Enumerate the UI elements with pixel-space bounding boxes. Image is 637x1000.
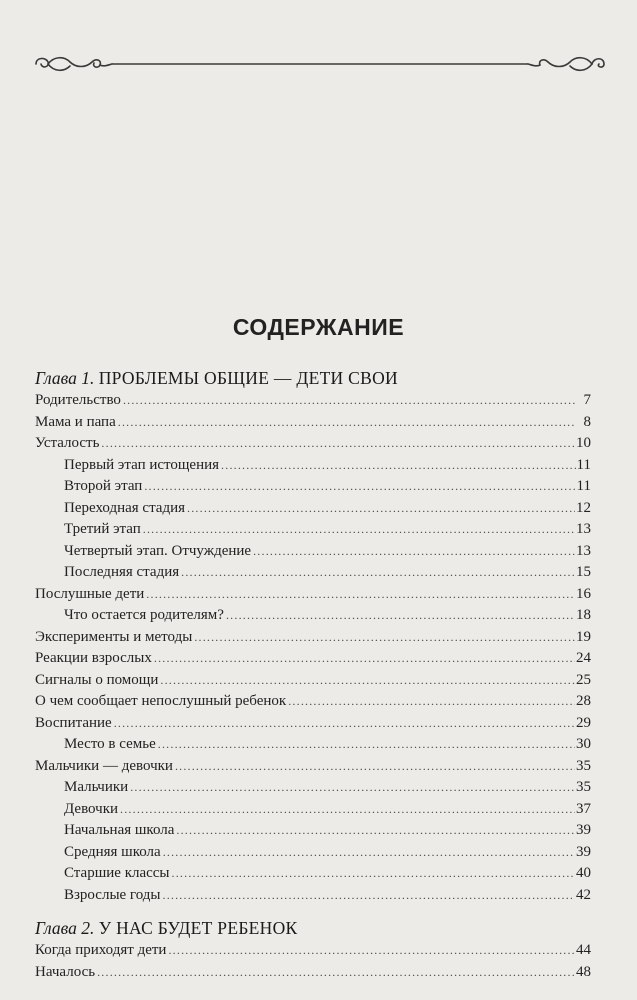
- toc-leader-dots: [146, 584, 575, 606]
- toc-entry-label: Первый этап истощения: [64, 456, 220, 473]
- toc-page-number: 12: [576, 499, 591, 516]
- toc-entry-label: Воспитание: [35, 714, 112, 731]
- toc-page-number: 13: [576, 521, 591, 537]
- toc-entry-label: Девочки: [64, 800, 119, 817]
- toc-entry[interactable]: [35, 756, 591, 778]
- toc-entry-label: Третий этап: [64, 521, 141, 537]
- toc-page-number: 30: [576, 736, 591, 752]
- toc-leader-dots: [163, 885, 576, 907]
- toc-leader-dots: [160, 670, 575, 692]
- toc-entry[interactable]: [35, 498, 591, 520]
- toc-entry-label: Эксперименты и методы: [35, 628, 193, 645]
- toc-page-number: 25: [576, 671, 591, 688]
- toc-entry[interactable]: [35, 885, 591, 907]
- toc-entry-label: Взрослые годы: [64, 886, 161, 903]
- toc-entry-label: Мальчики: [64, 779, 129, 795]
- toc-leader-dots: [143, 519, 575, 541]
- toc-page-number: 8: [583, 413, 591, 430]
- toc-leader-dots: [118, 412, 576, 434]
- chapter-label: Глава 2.: [35, 918, 95, 938]
- toc-entry-label: Послушные дети: [35, 585, 145, 602]
- toc-leader-dots: [144, 476, 575, 498]
- chapter-label: Глава 1.: [35, 368, 95, 388]
- toc-leader-dots: [154, 648, 575, 670]
- chapter-heading: [35, 366, 591, 390]
- toc-entry[interactable]: [35, 562, 591, 584]
- toc-entry[interactable]: [35, 863, 591, 885]
- toc-page-number: 40: [576, 865, 591, 881]
- chapter-title: ПРОБЛЕМЫ ОБЩИЕ — ДЕТИ СВОИ: [98, 368, 398, 388]
- toc-entry-label: Когда приходят дети: [35, 942, 167, 958]
- page-title: СОДЕРЖАНИЕ: [232, 314, 405, 340]
- toc-leader-dots: [120, 799, 575, 821]
- toc-page-number: 16: [576, 585, 591, 602]
- toc-page-number: 11: [576, 456, 591, 473]
- toc-page-number: 37: [576, 800, 591, 817]
- chapter-heading: [35, 916, 591, 940]
- toc-leader-dots: [163, 842, 575, 864]
- toc-entry-label: Усталость: [35, 435, 100, 451]
- toc-leader-dots: [101, 433, 575, 455]
- toc-entry[interactable]: [35, 940, 591, 962]
- toc-page-number: 35: [576, 757, 591, 774]
- toc-leader-dots: [226, 605, 575, 627]
- toc-page-number: 18: [576, 607, 591, 623]
- toc-entry[interactable]: [35, 605, 591, 627]
- toc-entry[interactable]: [35, 670, 591, 692]
- toc-entry-label: Средняя школа: [64, 843, 161, 860]
- toc-entry-label: Мама и папа: [35, 413, 116, 430]
- toc-entry-label: О чем сообщает непослушный ребенок: [35, 693, 287, 709]
- toc-entry[interactable]: [35, 648, 591, 670]
- toc-entry-label: Мальчики — девочки: [35, 757, 173, 774]
- toc-leader-dots: [175, 756, 575, 778]
- toc-entry[interactable]: [35, 455, 591, 477]
- toc-leader-dots: [158, 734, 575, 756]
- toc-leader-dots: [181, 562, 575, 584]
- toc-entry[interactable]: [35, 777, 591, 799]
- toc-entry-label: Сигналы о помощи: [35, 671, 159, 688]
- toc-page-number: 28: [576, 693, 591, 709]
- toc-entry[interactable]: [35, 584, 591, 606]
- toc-entry-label: Родительство: [35, 392, 121, 408]
- toc-entry[interactable]: [35, 962, 591, 984]
- toc-entry-label: Реакции взрослых: [35, 650, 152, 666]
- toc-leader-dots: [168, 940, 575, 962]
- toc-leader-dots: [253, 541, 575, 563]
- toc-entry-label: Четвертый этап. Отчуждение: [64, 542, 252, 559]
- toc-entry[interactable]: [35, 713, 591, 735]
- scroll-flourish-divider-icon: [30, 52, 610, 76]
- toc-entry[interactable]: [35, 627, 591, 649]
- toc-leader-dots: [172, 863, 575, 885]
- toc-entry[interactable]: [35, 799, 591, 821]
- toc-page-number: 15: [576, 564, 591, 580]
- toc-leader-dots: [130, 777, 575, 799]
- toc-entry-label: Что остается родителям?: [64, 607, 224, 623]
- toc-entry-label: Старшие классы: [64, 865, 170, 881]
- toc-leader-dots: [187, 498, 575, 520]
- toc-entry[interactable]: [35, 476, 591, 498]
- toc-leader-dots: [288, 691, 575, 713]
- toc-section: [35, 916, 591, 983]
- toc-page-number: 19: [576, 628, 591, 645]
- toc-entry-label: Переходная стадия: [64, 499, 186, 516]
- toc-entry[interactable]: [35, 691, 591, 713]
- toc-entry[interactable]: [35, 433, 591, 455]
- chapter-title: У НАС БУДЕТ РЕБЕНОК: [98, 918, 298, 938]
- toc-entry[interactable]: [35, 820, 591, 842]
- toc-entry[interactable]: [35, 519, 591, 541]
- toc-leader-dots: [176, 820, 575, 842]
- toc-entry[interactable]: [35, 842, 591, 864]
- toc-page-number: 39: [576, 843, 591, 860]
- toc-leader-dots: [97, 962, 575, 984]
- toc-page-number: 44: [576, 942, 591, 958]
- toc-section: [35, 366, 591, 906]
- toc-page-number: 11: [576, 478, 591, 494]
- toc-page-number: 29: [576, 714, 591, 731]
- toc-page-number: 39: [576, 822, 591, 838]
- toc-entry[interactable]: [35, 734, 591, 756]
- toc-page-number: 13: [576, 542, 591, 559]
- toc-entry-label: Последняя стадия: [64, 564, 180, 580]
- toc-entry-label: Место в семье: [64, 736, 156, 752]
- toc-leader-dots: [194, 627, 575, 649]
- toc-page-number: 10: [576, 435, 591, 451]
- toc-entry[interactable]: [35, 412, 591, 434]
- toc-leader-dots: [221, 455, 576, 477]
- toc-page-number: 48: [576, 963, 591, 980]
- toc-entry[interactable]: [35, 541, 591, 563]
- toc-page-number: 24: [576, 650, 591, 666]
- toc-entry[interactable]: [35, 390, 591, 412]
- toc-leader-dots: [123, 390, 576, 412]
- toc-page-number: 42: [576, 886, 591, 903]
- toc-entry-label: Начальная школа: [64, 822, 175, 838]
- toc-entry-label: Началось: [35, 963, 96, 980]
- toc-leader-dots: [114, 713, 575, 735]
- toc-page-number: 7: [583, 392, 591, 408]
- toc-entry-label: Второй этап: [64, 478, 143, 494]
- toc-page-number: 35: [576, 779, 591, 795]
